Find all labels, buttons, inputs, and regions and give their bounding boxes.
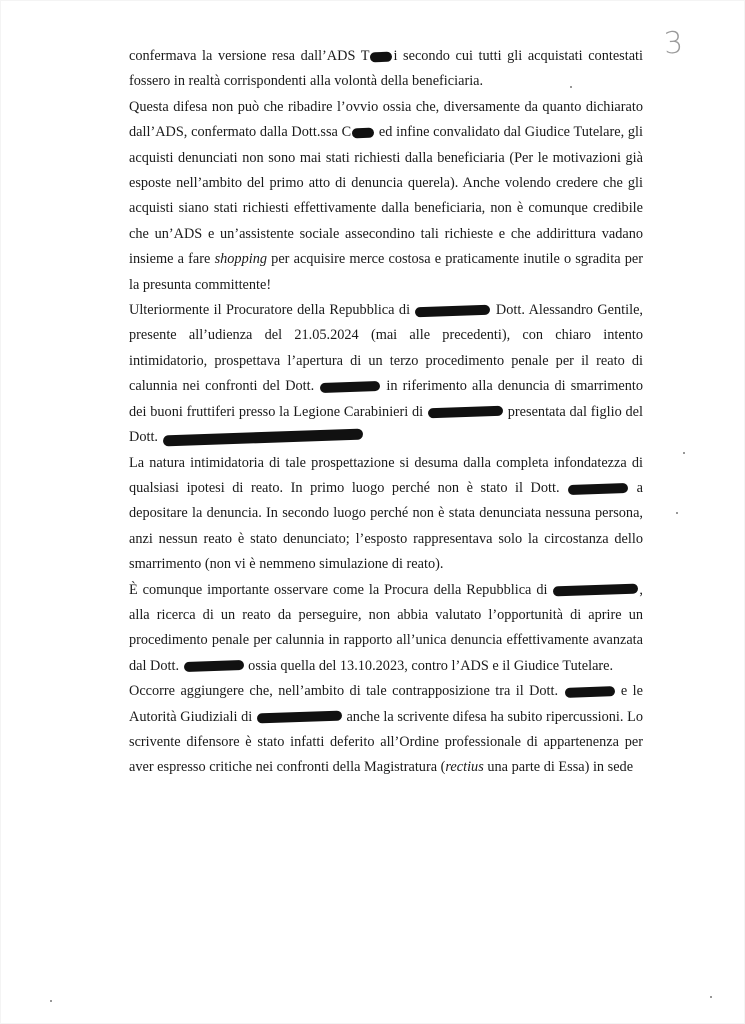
paragraph-4-text-b: a depositare la denuncia. In secondo luogo perché non è stata denunciata nessuna persona, anzi nessun reato è stato denunciato; l’esposto rappresentava solo la circostanza dello smarrimento (non vi è nemmeno simulazione di reato). [129, 479, 643, 573]
redaction-mark [370, 51, 392, 62]
paragraph-6-emphasis: rectius [445, 759, 484, 776]
scan-speck [710, 996, 712, 998]
redaction-mark [553, 584, 638, 597]
redaction-mark [162, 429, 362, 447]
redaction-mark [352, 128, 374, 139]
scan-speck [570, 86, 572, 88]
paragraph-1-text-a: confermava la versione resa dall’ADS T [129, 48, 370, 64]
paragraph-2-text-b: ed infine convalidato dal Giudice Tutelare, gli acquisti denunciati non sono mai stati richiesti dalla beneficiaria (Per le motivazioni già esposte nell’ambito del primo atto di denuncia querela). Anche volendo credere che gli acquisti siano stati richiesti effettivamente dalla beneficiaria, non è comunque credibile che un’ADS e un’assistente sociale assecondino tali richieste e che addirittura vadano insieme a fare [129, 124, 644, 268]
paragraph-1-text-b: i secondo cui tutti gli acquistati contestati fossero in realtà corrispondenti alla volontà della beneficiaria. [129, 48, 643, 90]
redaction-mark [568, 483, 628, 495]
scan-speck [50, 1000, 52, 1002]
paragraph-3-text-a: Ulteriormente il Procuratore della Repubblica di [129, 302, 415, 319]
redaction-mark [415, 304, 490, 317]
paragraph-5 [129, 578, 643, 680]
paragraph-6 [129, 679, 643, 781]
paragraph-4-text-a: La natura intimidatoria di tale prospettazione si desuma dalla completa infondatezza di qualsiasi ipotesi di reato. In primo luogo perché non è stato il Dott. [129, 454, 643, 496]
redaction-mark [428, 406, 503, 419]
redaction-mark [564, 686, 614, 698]
paragraph-2 [129, 95, 643, 298]
paragraph-6-text-a: Occorre aggiungere che, nell’ambito di tale contrapposizione tra il Dott. [129, 683, 564, 700]
paragraph-6-text-b: e le Autorità Giudiziali di [129, 683, 644, 725]
paragraph-5-text-b: , alla ricerca di un reato da perseguire, non abbia valutato l’opportunità di aprire un procedimento penale per calunnia in rapporto all’unica denuncia effettivamente avanzata dal Dott. [129, 581, 643, 674]
scan-speck [683, 452, 685, 454]
paragraph-3 [129, 298, 643, 450]
page-number: 3 [662, 25, 685, 62]
paragraph-1 [129, 44, 643, 95]
document-body [129, 44, 643, 781]
paragraph-3-text-d: presentata dal figlio del Dott. [129, 403, 643, 446]
paragraph-6-text-d: una parte di Essa) in sede [483, 759, 634, 776]
redaction-mark [183, 660, 243, 672]
scan-speck [676, 512, 678, 514]
paragraph-5-text-a: È comunque importante osservare come la Procura della Repubblica di [129, 581, 553, 598]
paragraph-2-emphasis: shopping [214, 251, 267, 268]
paragraph-3-text-c: in riferimento alla denuncia di smarrimento dei buoni fruttiferi presso la Legione Carabinieri di [129, 378, 643, 420]
paragraph-2-text-c: per acquisire merce costosa e praticamente inutile o sgradita per la presunta committente! [129, 251, 644, 293]
paragraph-2-text-a: Questa difesa non può che ribadire l’ovvio ossia che, diversamente da quanto dichiarato dall’ADS, confermato dalla Dott.ssa C [129, 98, 643, 141]
paragraph-6-text-c: anche la scrivente difesa ha subito ripercussioni. Lo scrivente difensore è stato infatti deferito all’Ordine professionale di appartenenza per aver espresso critiche nei confronti della Magistratura ( [129, 708, 643, 776]
redaction-mark [320, 381, 380, 393]
redaction-mark [257, 711, 342, 724]
paragraph-4 [129, 451, 643, 578]
paragraph-3-text-b: Dott. Alessandro Gentile, presente all’udienza del 21.05.2024 (mai alle precedenti), con chiaro intento intimidatorio, prospettava l’apertura di un terzo procedimento penale per il reato di calunnia nei confronti del Dott. [129, 302, 643, 395]
paragraph-5-text-c: ossia quella del 13.10.2023, contro l’ADS e il Giudice Tutelare. [244, 657, 614, 674]
